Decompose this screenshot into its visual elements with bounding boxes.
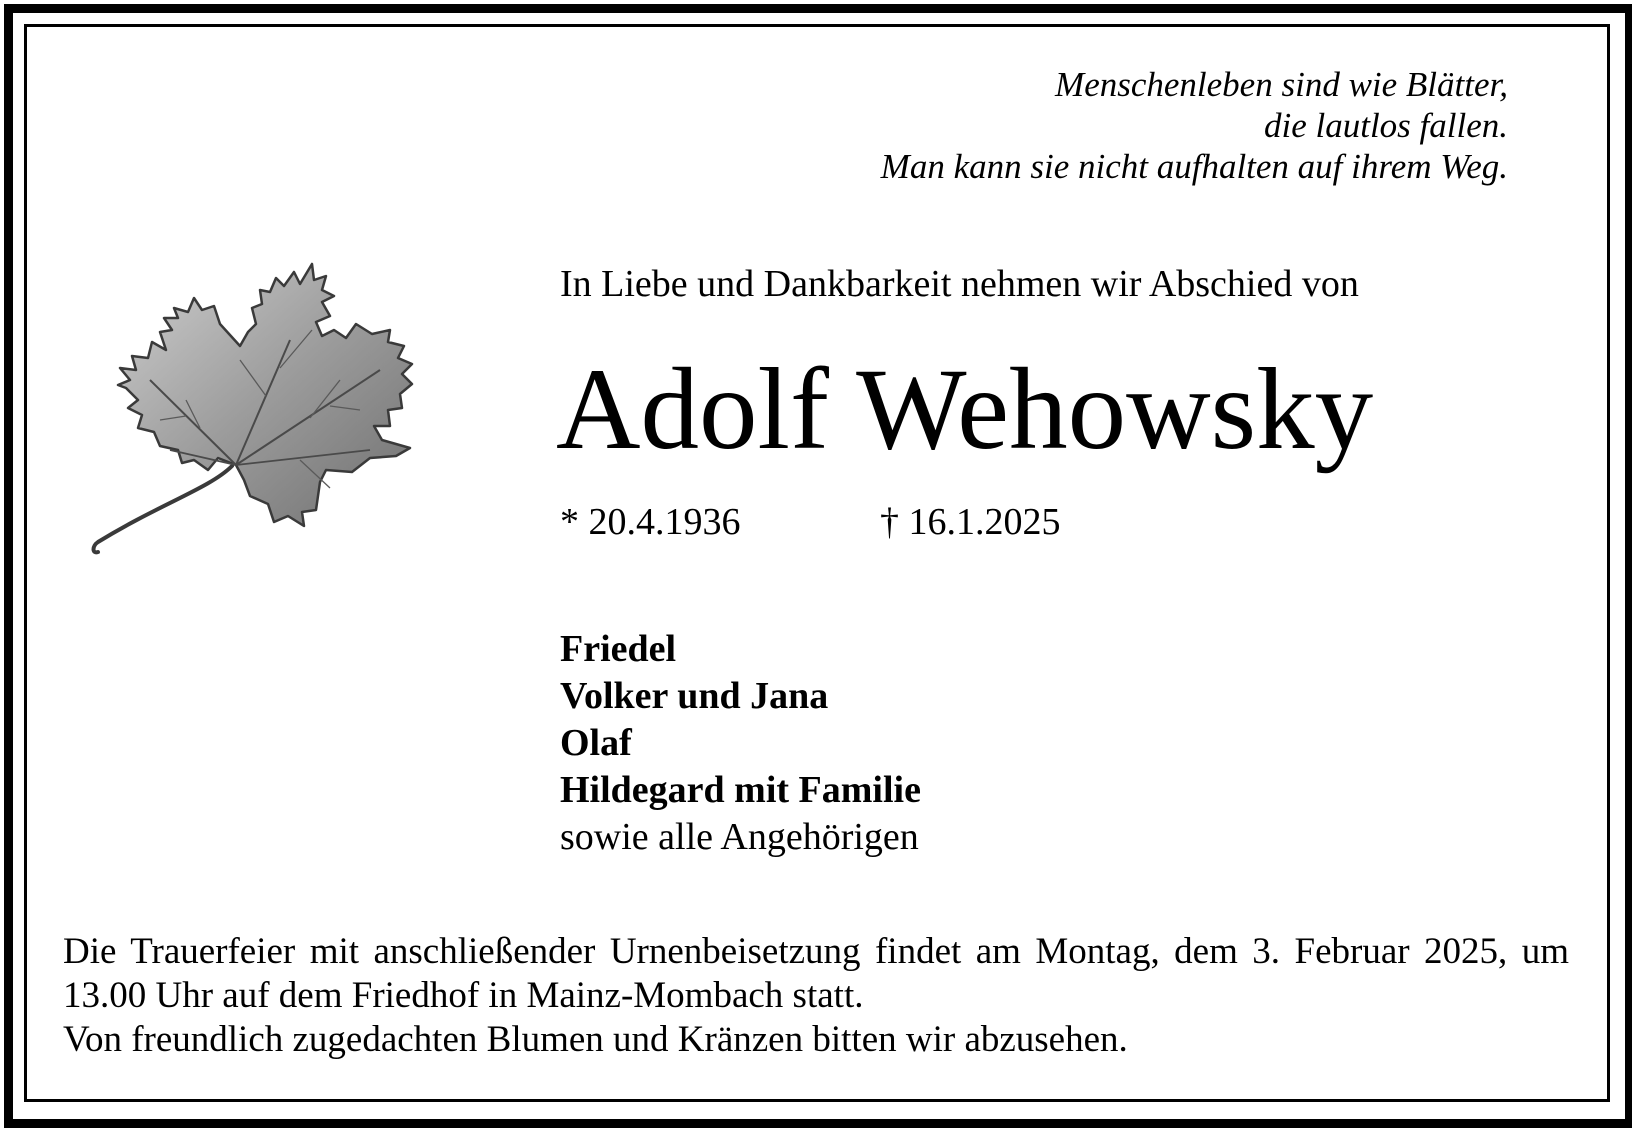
poem-quote bbox=[881, 64, 1508, 187]
mourners-list bbox=[560, 626, 921, 861]
mourner-name: Hildegard mit Familie bbox=[560, 769, 921, 811]
mourner-name: Volker und Jana bbox=[560, 675, 829, 717]
quote-line: Man kann sie nicht aufhalten auf ihrem Weg. bbox=[880, 147, 1508, 186]
mourner-name: Olaf bbox=[560, 722, 632, 764]
maple-leaf-icon bbox=[90, 260, 440, 580]
quote-line: die lautlos fallen. bbox=[1263, 106, 1508, 145]
death-date: † 16.1.2025 bbox=[880, 501, 1061, 543]
mourners-closing: sowie alle Angehörigen bbox=[560, 816, 919, 858]
quote-line: Menschenleben sind wie Blätter, bbox=[1055, 65, 1508, 104]
birth-date: * 20.4.1936 bbox=[560, 501, 741, 543]
ceremony-details: Die Trauerfeier mit anschließender Urnenbeisetzung findet am Montag, dem 3. Februar 2025, um 13.00 Uhr auf dem Friedhof in Mainz-Mombach statt. bbox=[63, 931, 1569, 1016]
funeral-notice bbox=[63, 930, 1569, 1062]
deceased-name: Adolf Wehowsky bbox=[556, 345, 1374, 474]
flowers-request: Von freundlich zugedachten Blumen und Kränzen bitten wir abzusehen. bbox=[63, 1019, 1128, 1060]
farewell-intro: In Liebe und Dankbarkeit nehmen wir Abschied von bbox=[560, 263, 1359, 305]
mourner-name: Friedel bbox=[560, 628, 677, 670]
